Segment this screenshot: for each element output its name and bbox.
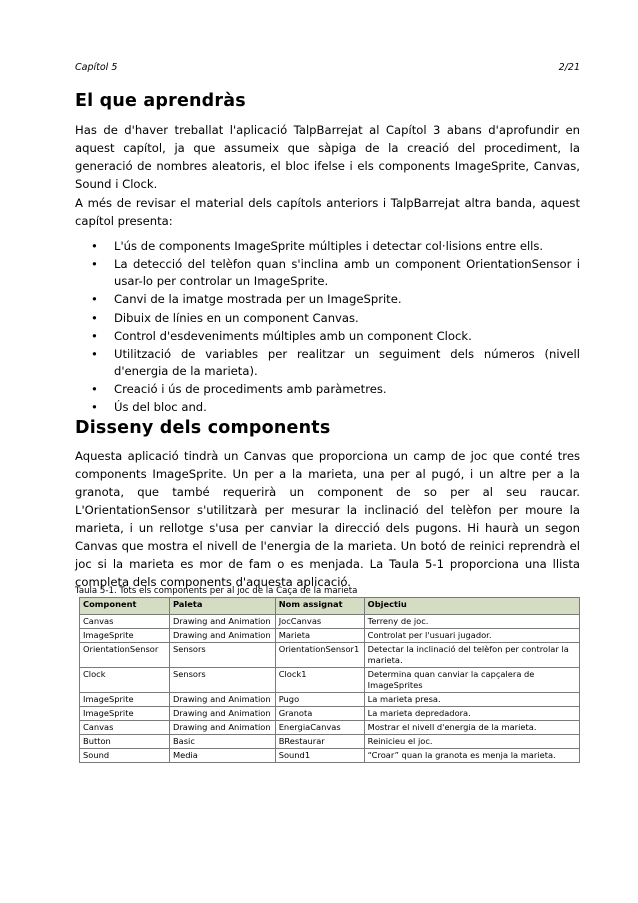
table-cell: OrientationSensor — [80, 643, 170, 668]
table-cell: ImageSprite — [80, 693, 170, 707]
table-cell: Canvas — [80, 615, 170, 629]
header-component: Component — [80, 598, 170, 615]
bullet-icon: • — [91, 382, 98, 397]
table-cell: Drawing and Animation — [169, 615, 275, 629]
presents-paragraph: A més de revisar el material dels capítols anteriors i TalpBarrejat altra banda, aquest capítol presenta: — [75, 196, 580, 228]
table-cell: BRestaurar — [275, 735, 364, 749]
table-cell: Clock — [80, 668, 170, 693]
table-cell: Pugo — [275, 693, 364, 707]
list-item: • Control d'esdeveniments múltiples amb un component Clock. — [91, 328, 472, 343]
table-cell: Marieta — [275, 629, 364, 643]
bullet-icon: • — [91, 257, 98, 272]
bullet-icon: • — [91, 346, 98, 361]
table-cell: Media — [169, 749, 275, 763]
table-cell: Terreny de joc. — [364, 615, 579, 629]
list-item: • Creació i ús de procediments amb paràmetres. — [91, 382, 387, 397]
header-assigned-name: Nom assignat — [275, 598, 364, 615]
bullet-icon: • — [91, 328, 98, 343]
table-row — [80, 721, 580, 735]
table-cell: Drawing and Animation — [169, 707, 275, 721]
design-paragraph: Aquesta aplicació tindrà un Canvas que proporciona un camp de joc que conté tres components ImageSprite. Un per a la marieta, una per al pugó, i un altre per a la granota, que també requerirà un component de so per al seu raucar. L'OrientationSensor s'utilitzarà per mesurar la inclinació del telèfon per moure la marieta, i un rellotge s'usa per canviar la direcció dels pugons. Hi haurà un segon Canvas que mostra el nivell de l'energia de la marieta. Un botó de reinici reprendrà el joc si la marieta es mor de fam o es menjada. La Taula 5-1 proporciona una llista completa dels components d'aquesta aplicació. — [75, 449, 580, 589]
table-cell: Sensors — [169, 668, 275, 693]
table-cell: Granota — [275, 707, 364, 721]
table-cell: EnergiaCanvas — [275, 721, 364, 735]
list-item: • Dibuix de línies en un component Canvas. — [91, 310, 359, 325]
chapter-label: Capítol 5 — [75, 62, 118, 73]
table-row — [80, 643, 580, 668]
table-cell: Determina quan canviar la capçalera de ImageSprites — [364, 668, 579, 693]
table-cell: Button — [80, 735, 170, 749]
table-header-row — [80, 598, 580, 615]
header-purpose: Objectiu — [364, 598, 579, 615]
table-body — [80, 615, 580, 763]
table-cell: Reinicieu el joc. — [364, 735, 579, 749]
bullet-icon: • — [91, 292, 98, 307]
table-cell: OrientationSensor1 — [275, 643, 364, 668]
table-row — [80, 629, 580, 643]
table-cell: ImageSprite — [80, 707, 170, 721]
section-title-what-you-learn: El que aprendràs — [75, 91, 246, 111]
table-row — [80, 693, 580, 707]
table-cell: Sound — [80, 749, 170, 763]
table-cell: La marieta depredadora. — [364, 707, 579, 721]
table-cell: La marieta presa. — [364, 693, 579, 707]
section-title-component-design: Disseny dels components — [75, 418, 331, 438]
page-number: 2/21 — [558, 62, 580, 73]
table-cell: Clock1 — [275, 668, 364, 693]
learning-list — [75, 238, 580, 418]
table-cell: Sound1 — [275, 749, 364, 763]
table-cell: Canvas — [80, 721, 170, 735]
bullet-icon: • — [91, 239, 98, 253]
bullet-icon: • — [91, 310, 98, 325]
list-item: • Ús del bloc and. — [91, 400, 207, 415]
page-header — [75, 62, 580, 73]
table-row — [80, 668, 580, 693]
bullet-icon: • — [91, 400, 98, 415]
table-caption: Taula 5-1. Tots els components per al joc de la Caça de la marieta — [75, 586, 358, 596]
table-cell: “Croar” quan la granota es menja la marieta. — [364, 749, 579, 763]
intro-paragraph: Has de d'haver treballat l'aplicació TalpBarrejat al Capítol 3 abans d'aprofundir en aquest capítol, ja que assumeix que sàpiga de la creació del procediment, la generació de nombres aleatoris, el bloc ifelse i els components ImageSprite, Canvas, Sound i Clock. — [75, 123, 580, 191]
list-item: • L'ús de components ImageSprite múltiples i detectar col·lisions entre ells. — [91, 239, 544, 253]
header-palette: Paleta — [169, 598, 275, 615]
table-cell: Sensors — [169, 643, 275, 668]
list-item: • Utilització de variables per realitzar un seguiment dels números (nivell d'energia de la marieta). — [91, 346, 580, 378]
table-row — [80, 707, 580, 721]
table-cell: Basic — [169, 735, 275, 749]
table-row — [80, 615, 580, 629]
table-cell: JocCanvas — [275, 615, 364, 629]
table-cell: Detectar la inclinació del telèfon per controlar la marieta. — [364, 643, 579, 668]
components-table — [79, 597, 580, 763]
table-row — [80, 735, 580, 749]
table-cell: Drawing and Animation — [169, 693, 275, 707]
table-cell: ImageSprite — [80, 629, 170, 643]
table-cell: Mostrar el nivell d'energia de la marieta. — [364, 721, 579, 735]
table-row — [80, 749, 580, 763]
table-cell: Controlat per l'usuari jugador. — [364, 629, 579, 643]
list-item: • La detecció del telèfon quan s'inclina amb un component OrientationSensor i usar-lo per controlar un ImageSprite. — [91, 257, 580, 289]
list-item: • Canvi de la imatge mostrada per un ImageSprite. — [91, 292, 402, 307]
table-cell: Drawing and Animation — [169, 629, 275, 643]
table-cell: Drawing and Animation — [169, 721, 275, 735]
